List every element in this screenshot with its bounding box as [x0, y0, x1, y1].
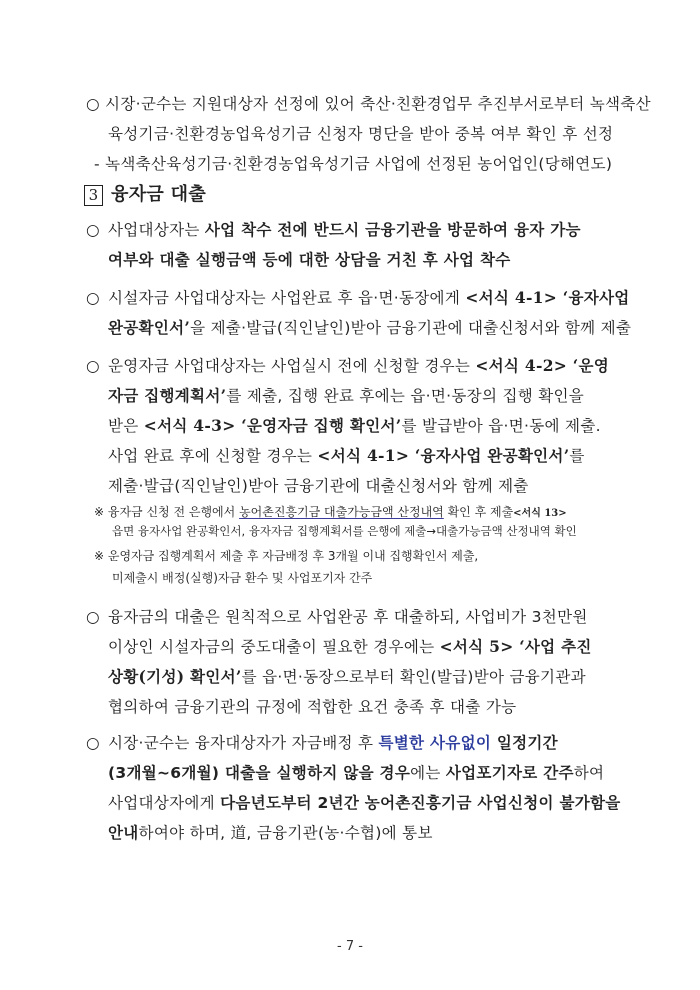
section-number-box: 3 [84, 185, 103, 206]
para3-line1 [86, 286, 630, 308]
bullet-circle-icon: ○ [86, 289, 100, 307]
para5-text: 를 읍·면·동장으로부터 확인(발급)받아 금융기관과 [241, 668, 586, 686]
para5-line3 [108, 665, 586, 687]
para2-line2: 여부와 대출 실행금액 등에 대한 상담을 거친 후 사업 착수 [108, 250, 511, 269]
form-reference: <서식 4-1> ‘융자사업 [465, 288, 630, 307]
form-reference: 완공확인서’ [108, 318, 191, 337]
para5-line1 [86, 605, 588, 627]
para4-line2 [108, 384, 584, 406]
form-reference: <서식 4-1> ‘융자사업 완공확인서’ [317, 446, 570, 465]
bullet-circle-icon: ○ [86, 734, 100, 752]
para6-bold-text: 다음년도부터 2년간 농어촌진흥기금 사업신청이 불가함을 [220, 794, 621, 812]
note2-line1: ※ 운영자금 집행계획서 제출 후 자금배정 후 3개월 이내 집행확인서 제출, [94, 549, 479, 563]
page-number: - 7 - [337, 939, 363, 954]
para6-line3 [108, 791, 621, 813]
para5-line2 [108, 635, 592, 657]
para3-text: 을 제출·발급(직인날인)받아 금융기관에 대출신청서와 함께 제출 [190, 319, 632, 337]
form-reference: <서식 13> [513, 508, 567, 519]
para6-text: 하여 [573, 764, 605, 782]
para2-bold-text: 사업 착수 전에 반드시 금융기관을 방문하여 융자 가능 [204, 220, 581, 239]
para1-line1: ○ 시장·군수는 지원대상자 선정에 있어 축산·친환경업무 추진부서로부터 녹색축산 [86, 95, 651, 113]
para3-line2 [108, 316, 631, 338]
para5-text: 융자금의 대출은 원칙적으로 사업완공 후 대출하되, 사업비가 3천만원 [108, 608, 588, 626]
para4-text: 받은 [108, 417, 144, 435]
note1-text: ※ 융자금 신청 전 은행에서 [94, 505, 240, 519]
section-title: 융자금 대출 [111, 184, 207, 205]
para6-line4 [108, 821, 433, 843]
bullet-circle-icon: ○ [86, 357, 100, 375]
note1-line1 [94, 503, 567, 520]
para4-text: 사업 완료 후에 신청할 경우는 [108, 447, 318, 465]
para4-line5: 제출·발급(직인날인)받아 금융기관에 대출신청서와 함께 제출 [108, 477, 529, 495]
para5-line4: 협의하여 금융기관의 규정에 적합한 요건 충족 후 대출 가능 [108, 698, 517, 716]
para1-line2: 육성기금·친환경농업육성기금 신청자 명단을 받아 중복 여부 확인 후 선정 [108, 125, 614, 143]
para6-bold-text: 사업포기자로 간주 [445, 764, 574, 782]
form-reference: <서식 5> ‘사업 추진 [439, 637, 592, 656]
para2-line1 [86, 218, 581, 240]
para6-text: 하여야 하며, 道, 금융기관(농·수협)에 통보 [138, 824, 433, 842]
para2-text: 사업대상자는 [108, 221, 205, 239]
form-reference: <서식 4-3> ‘운영자금 집행 확인서’ [143, 416, 402, 435]
para6-bold-text: 일정기간 [491, 734, 558, 752]
emphasis-blue-text: 특별한 사유없이 [378, 734, 492, 752]
form-reference: 상황(기성) 확인서’ [108, 667, 242, 686]
para6-text: 사업대상자에게 [108, 794, 221, 812]
form-reference: <서식 4-2> ‘운영 [475, 356, 610, 375]
para6-line2 [108, 761, 604, 783]
form-reference: 자금 집행계획서’ [108, 386, 227, 405]
bullet-circle-icon: ○ [86, 608, 100, 626]
note1-line2: 읍면 융자사업 완공확인서, 융자자금 집행계획서를 은행에 제출→대출가능금액 산정내역 확인 [112, 524, 577, 538]
para4-line1 [86, 354, 609, 376]
para1-sub-item: - 녹색축산육성기금·친환경농업육성기금 사업에 선정된 농어업인(당해연도) [94, 155, 613, 173]
para4-text: 를 발급받아 읍·면·동에 제출. [401, 417, 601, 435]
para6-bold-text: 안내 [108, 824, 139, 842]
para6-text: 시장·군수는 융자대상자가 자금배정 후 [108, 734, 379, 752]
para4-line4 [108, 444, 585, 466]
para4-line3 [108, 414, 601, 436]
para4-text: 를 제출, 집행 완료 후에는 읍·면·동장의 집행 확인을 [226, 387, 585, 405]
para5-text: 이상인 시설자금의 중도대출이 필요한 경우에는 [108, 638, 440, 656]
para4-text: 운영자금 사업대상자는 사업실시 전에 신청할 경우는 [108, 357, 476, 375]
fund-calculation-link[interactable]: 농어촌진흥기금 대출가능금액 산정내역 [239, 505, 444, 519]
para6-bold-text: (3개월~6개월) 대출을 실행하지 않을 경우 [108, 764, 411, 782]
section-heading [84, 180, 206, 206]
para6-line1 [86, 731, 558, 753]
para3-text: 시설자금 사업대상자는 사업완료 후 읍·면·동장에게 [108, 289, 466, 307]
para4-text: 를 [569, 447, 585, 465]
para6-text: 에는 [410, 764, 446, 782]
note2-line2: 미제출시 배정(실행)자금 환수 및 사업포기자 간주 [112, 571, 373, 585]
note1-text: 확인 후 제출 [443, 505, 514, 519]
bullet-circle-icon: ○ [86, 221, 100, 239]
